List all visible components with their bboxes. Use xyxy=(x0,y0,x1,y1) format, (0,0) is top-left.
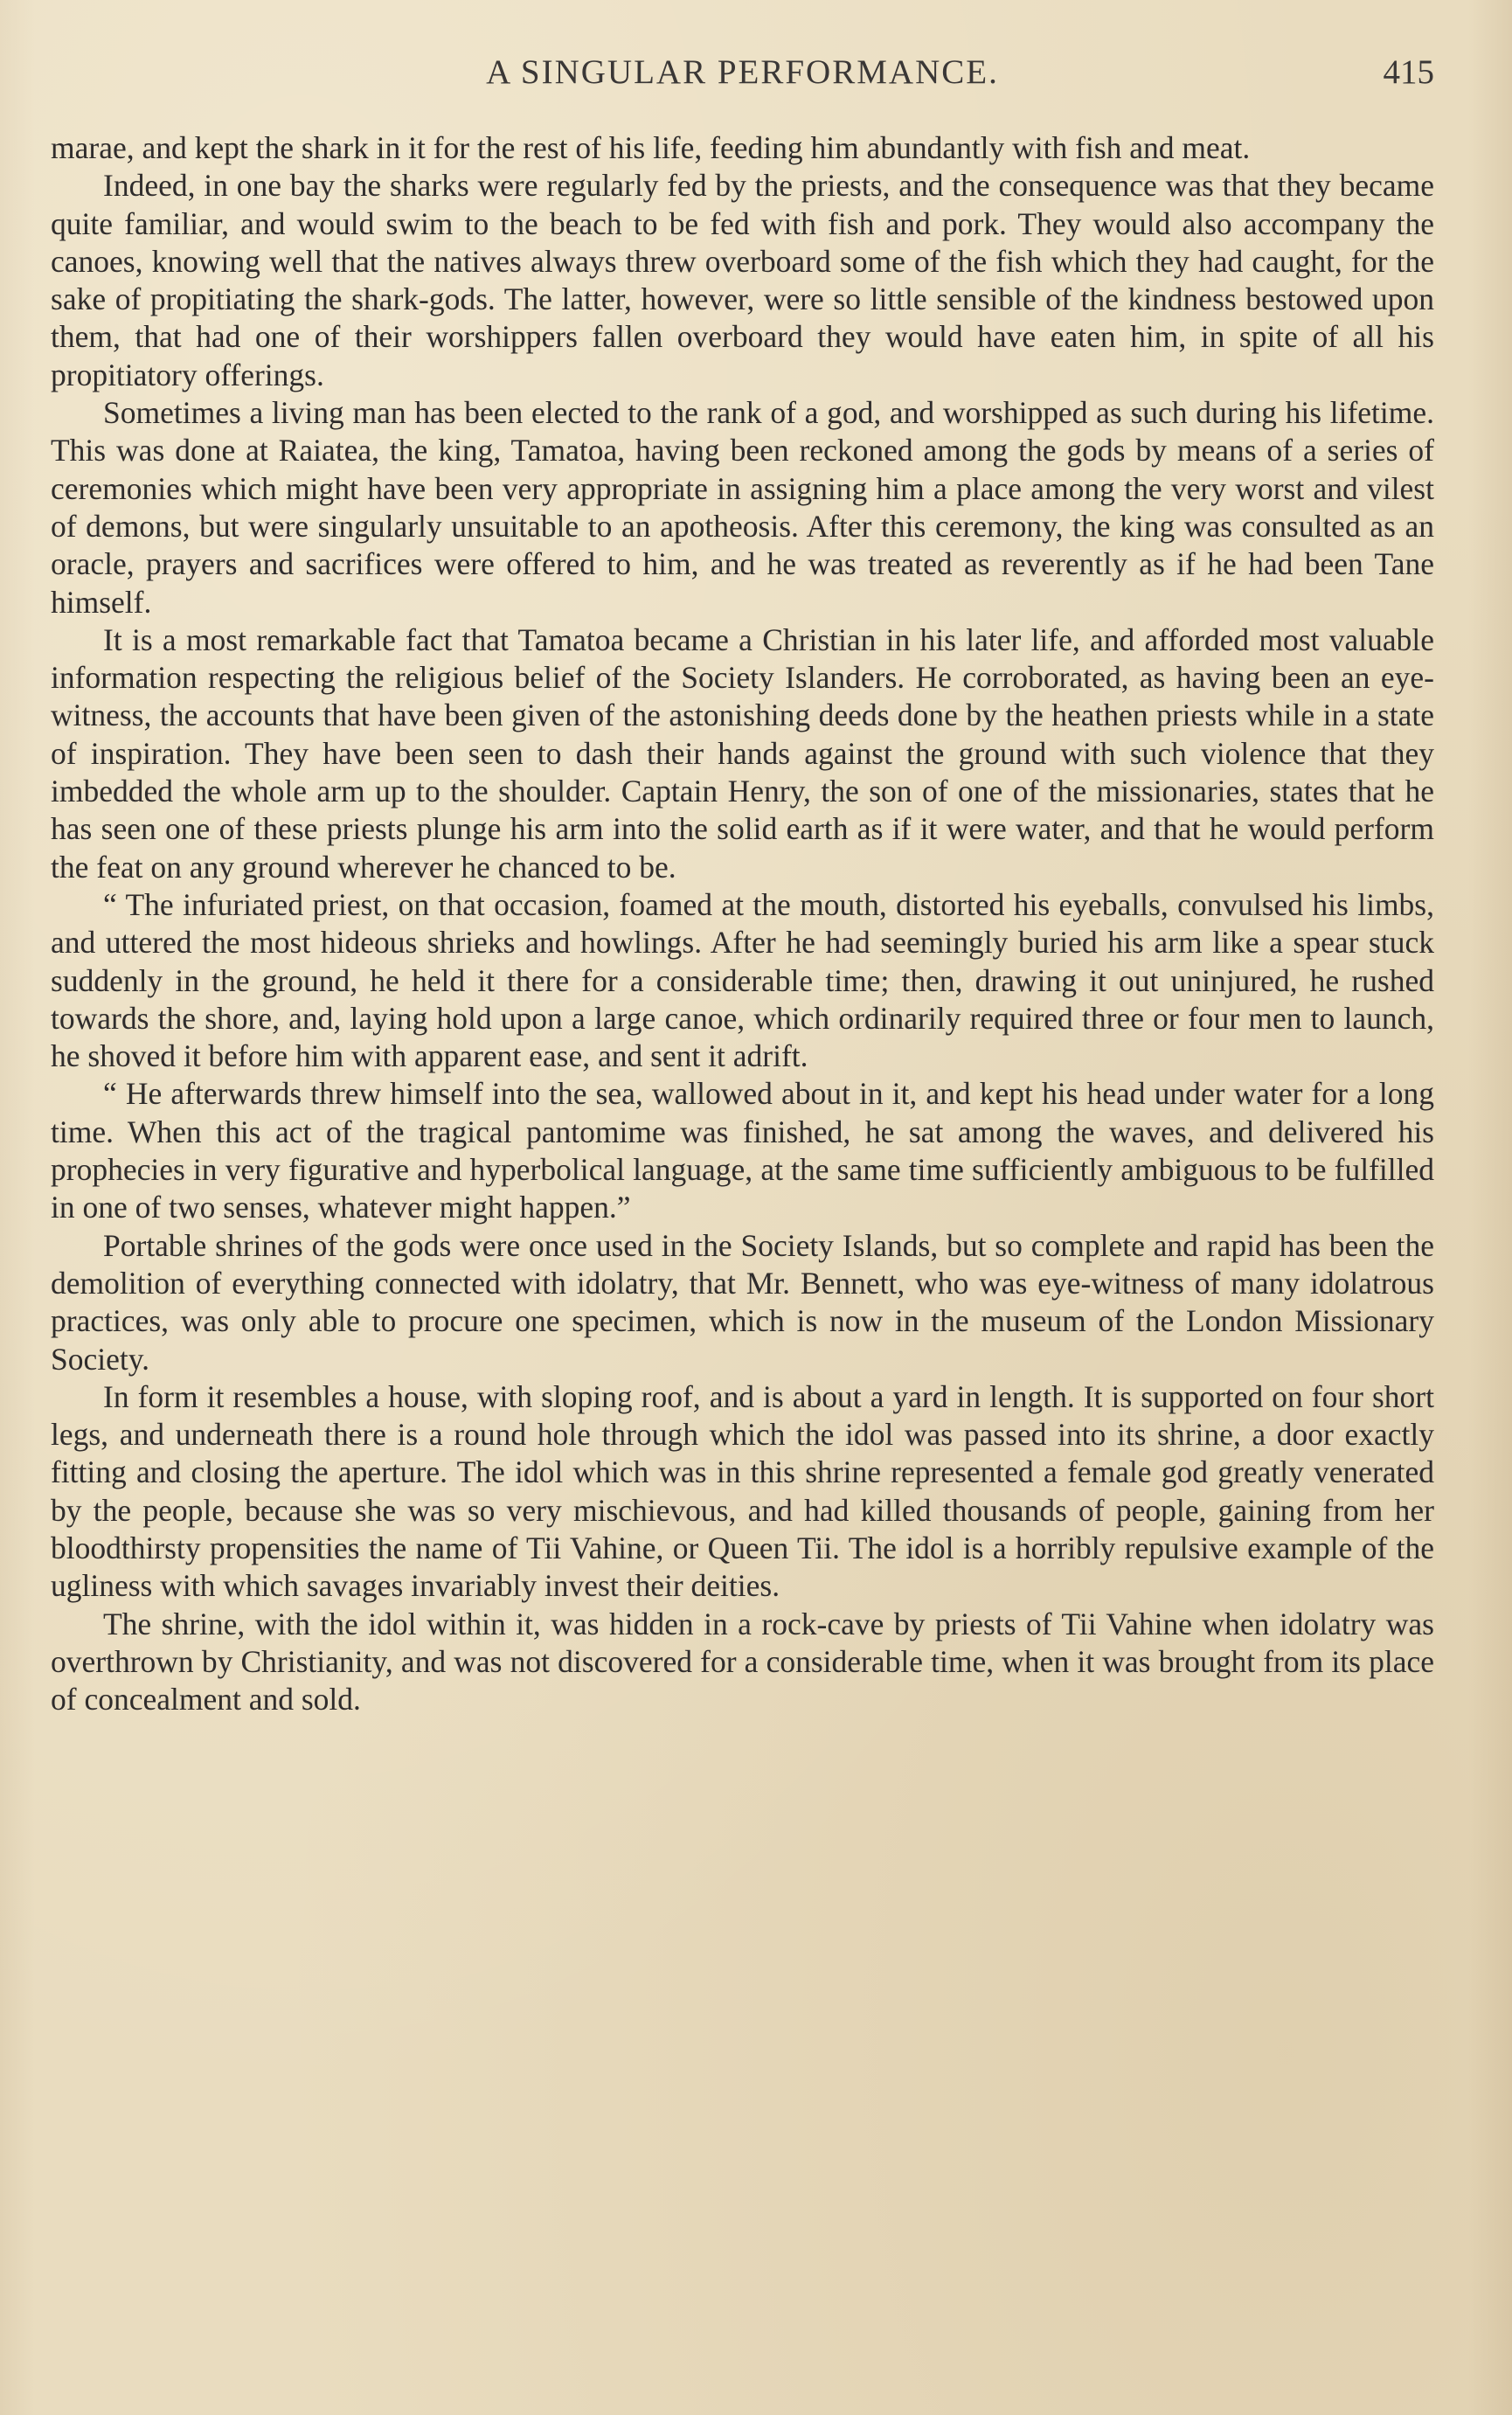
body-text xyxy=(51,129,1434,1718)
running-head xyxy=(51,52,1434,96)
paragraph: Sometimes a living man has been elected to the rank of a god, and worshipped as such during his lifetime. This was done at Raiatea, the king, Tamatoa, having been reckoned among the gods by means of a series of ceremonies which might have been very appropriate in assigning him a place among the very worst and vilest of demons, but were singularly unsuitable to an apotheosis. After this ceremony, the king was consulted as an oracle, prayers and sacrifices were offered to him, and he was treated as reverently as if he had been Tane himself. xyxy=(51,395,1434,620)
paragraph-quotation: “ The infuriated priest, on that occasion, foamed at the mouth, distorted his eyeballs, convulsed his limbs, and uttered the most hideous shrieks and howlings. After he had seemingly buried his arm like a spear stuck suddenly in the ground, he held it there for a considerable time; then, drawing it out uninjured, he rushed towards the shore, and, laying hold upon a large canoe, which ordinarily required three or four men to launch, he shoved it before him with apparent ease, and sent it adrift. xyxy=(51,886,1434,1074)
paragraph: The shrine, with the idol within it, was hidden in a rock-cave by priests of Tii Vahine when idolatry was overthrown by Christianity, and was not discovered for a considerable time, when it was brought from its place of concealment and sold. xyxy=(51,1606,1434,1718)
paragraph-continued: marae, and kept the shark in it for the rest of his life, feeding him abundantly with fish and meat. xyxy=(51,130,1251,165)
page-number: 415 xyxy=(1383,53,1434,91)
running-title: A SINGULAR PERFORMANCE. xyxy=(486,53,999,91)
paragraph: In form it resembles a house, with sloping roof, and is about a yard in length. It is supported on four short legs, and underneath there is a round hole through which the idol was passed into its shrine, a door exactly fitting and closing the aperture. The idol which was in this shrine represented a female god greatly venerated by the people, because she was so very mischievous, and had killed thousands of people, gaining from her bloodthirsty propensities the name of Tii Vahine, or Queen Tii. The idol is a horribly repulsive example of the ugliness with which savages invariably invest their deities. xyxy=(51,1378,1434,1604)
paragraph: It is a most remarkable fact that Tamatoa became a Christian in his later life, and afforded most valuable information respecting the religious belief of the Society Islanders. He corroborated, as having been an eye-witness, the accounts that have been given of the astonishing deeds done by the heathen priests while in a state of inspiration. They have been seen to dash their hands against the ground with such violence that they imbedded the whole arm up to the shoulder. Captain Henry, the son of one of the missionaries, states that he has seen one of these priests plunge his arm into the solid earth as if it were water, and that he would perform the feat on any ground wherever he chanced to be. xyxy=(51,621,1434,885)
paragraph: Portable shrines of the gods were once used in the Society Islands, but so complete and rapid has been the demolition of everything connected with idolatry, that Mr. Bennett, who was eye-witness of many idolatrous practices, was only able to procure one specimen, which is now in the museum of the London Missionary Society. xyxy=(51,1227,1434,1377)
paragraph-quotation: “ He afterwards threw himself into the sea, wallowed about in it, and kept his head under water for a long time. When this act of the tragical pantomime was finished, he sat among the waves, and delivered his prophecies in very figurative and hyperbolical language, at the same time sufficiently ambiguous to be fulfilled in one of two senses, whatever might happen.” xyxy=(51,1076,1434,1225)
paragraph: Indeed, in one bay the sharks were regularly fed by the priests, and the consequence was that they became quite familiar, and would swim to the beach to be fed with fish and pork. They would also accompany the canoes, knowing well that the natives always threw overboard some of the fish which they had caught, for the sake of propitiating the shark-gods. The latter, however, were so little sensible of the kindness bestowed upon them, that had one of their worshippers fallen overboard they would have eaten him, in spite of all his propitiatory offerings. xyxy=(51,168,1434,392)
